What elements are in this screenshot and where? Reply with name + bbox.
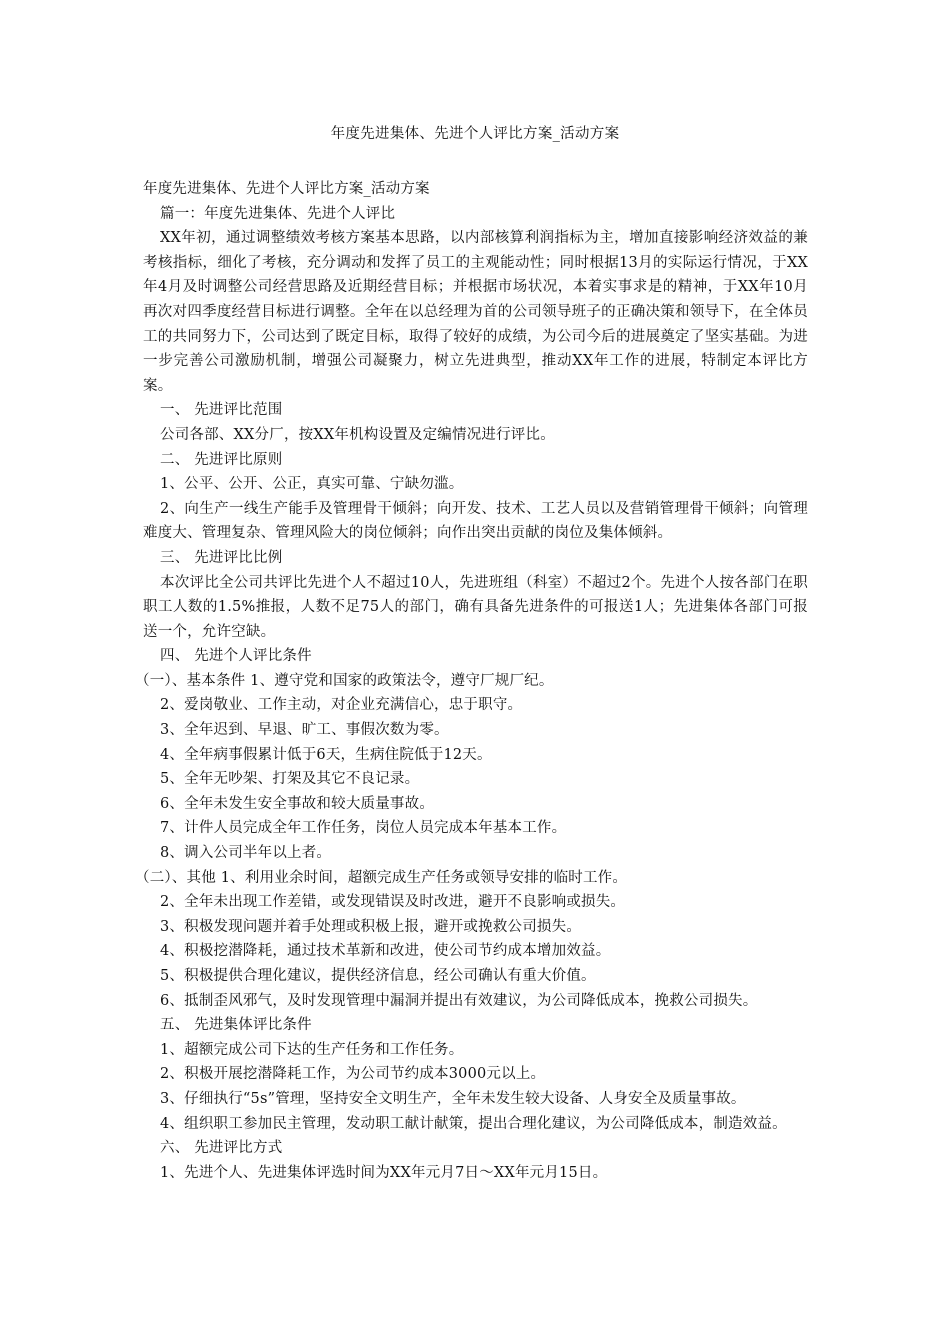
list-item: 4、积极挖潜降耗，通过技术革新和改进，使公司节约成本增加效益。	[160, 943, 611, 960]
list-item: 2、向生产一线生产能手及管理骨干倾斜；向开发、技术、工艺人员以及营销管理骨干倾斜；向管理难度大、管理复杂、管理风险大的岗位倾斜；向作出突出贡献的岗位及集体倾斜。	[143, 500, 808, 542]
list-item: 8、调入公司半年以上者。	[160, 845, 332, 862]
document-subtitle: 年度先进集体、先进个人评比方案_活动方案	[143, 181, 430, 197]
list-item: 3、仔细执行“5s”管理，坚持安全文明生产，全年未发生较大设备、人身安全及质量事故。	[160, 1090, 746, 1107]
list-item: 3、积极发现问题并着手处理或积极上报，避开或挽救公司损失。	[160, 918, 582, 935]
list-item: 2、爱岗敬业、工作主动，对企业充满信心，忠于职守。	[160, 697, 523, 714]
section-heading: 六、 先进评比方式	[160, 1140, 283, 1157]
body-paragraph: XX年初，通过调整绩效考核方案基本思路，以内部核算利润指标为主，增加直接影响经济效益的兼考核指标，细化了考核，充分调动和发挥了员工的主观能动性；同时根据13月的实际运行情况，于XX年4月及时调整公司经营思路及近期经营目标；并根据市场状况，本着实事求是的精神，于XX年10月再次对四季度经营目标进行调整。全年在以总经理为首的公司领导班子的正确决策和领导下，在全体员工的共同努力下，公司达到了既定目标，取得了较好的成绩，为公司今后的进展奠定了坚实基础。为进一步完善公司激励机制，增强公司凝聚力，树立先进典型，推动XX年工作的进展，特制定本评比方案。	[143, 230, 808, 394]
list-item: 4、全年病事假累计低于6天，生病住院低于12天。	[160, 746, 492, 763]
list-item: 7、计件人员完成全年工作任务，岗位人员完成本年基本工作。	[160, 820, 567, 837]
list-item: 6、全年未发生安全事故和较大质量事故。	[160, 795, 435, 812]
section-heading: 二、 先进评比原则	[160, 451, 283, 468]
body-paragraph: 公司各部、XX分厂，按XX年机构设置及定编情况进行评比。	[160, 426, 555, 443]
list-item: 4、组织职工参加民主管理，发动职工献计献策，提出合理化建议，为公司降低成本，制造效益。	[160, 1115, 787, 1132]
document-body	[135, 177, 808, 1185]
list-item: 1、先进个人、先进集体评选时间为XX年元月7日～XX年元月15日。	[160, 1164, 608, 1181]
document-title: 年度先进集体、先进个人评比方案_活动方案	[330, 126, 620, 142]
list-item: 2、积极开展挖潜降耗工作，为公司节约成本3000元以上。	[160, 1066, 546, 1083]
list-item: 6、抵制歪风邪气，及时发现管理中漏洞并提出有效建议，为公司降低成本，挽救公司损失。	[160, 992, 758, 1009]
subsection-heading: （一）、基本条件 1、遵守党和国家的政策法令，遵守厂规厂纪。	[135, 672, 554, 689]
list-item: 1、公平、公开、公正，真实可靠、宁缺勿滥。	[160, 476, 464, 493]
list-item: 5、全年无吵架、打架及其它不良记录。	[160, 771, 420, 788]
section-heading: 四、 先进个人评比条件	[160, 648, 312, 665]
subsection-heading: （二）、其他 1、利用业余时间，超额完成生产任务或领导安排的临时工作。	[135, 869, 628, 886]
list-item: 1、超额完成公司下达的生产任务和工作任务。	[160, 1041, 464, 1058]
section-heading: 三、 先进评比比例	[160, 549, 283, 566]
section-heading: 篇一：年度先进集体、先进个人评比	[160, 205, 396, 222]
list-item: 5、积极提供合理化建议，提供经济信息，经公司确认有重大价值。	[160, 968, 596, 984]
section-heading: 一、 先进评比范围	[160, 402, 283, 419]
list-item: 2、全年未出现工作差错，或发现错误及时改进，避开不良影响或损失。	[160, 894, 626, 911]
section-heading: 五、 先进集体评比条件	[160, 1017, 312, 1034]
body-paragraph: 本次评比全公司共评比先进个人不超过10人，先进班组（科室）不超过2个。先进个人按各部门在职职工人数的1.5%推报，人数不足75人的部门，确有具备先进条件的可报送1人；先进集体各部门可报送一个，允许空缺。	[143, 574, 808, 640]
list-item: 3、全年迟到、早退、旷工、事假次数为零。	[160, 722, 449, 739]
